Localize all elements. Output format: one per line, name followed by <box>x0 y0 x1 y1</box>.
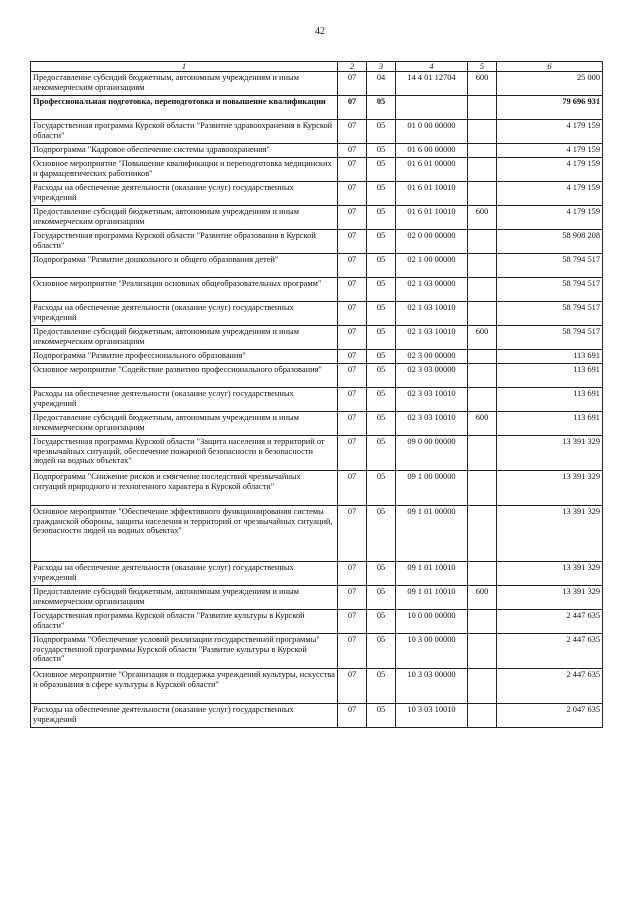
row-target-article-cell: 02 3 03 00000 <box>396 364 468 388</box>
row-target-article-cell: 01 6 01 10010 <box>396 206 468 230</box>
row-subsection-cell: 05 <box>367 158 396 182</box>
table-row <box>31 302 603 326</box>
row-amount-cell: 79 696 931 <box>497 96 603 120</box>
row-target-article-cell: 09 1 01 10010 <box>396 586 468 610</box>
row-section-cell: 07 <box>338 326 367 350</box>
row-name-cell: Государственная программа Курской области "Развитие здравоохранения в Курской области" <box>31 120 338 144</box>
row-target-article-cell: 02 1 03 10010 <box>396 302 468 326</box>
row-subsection-cell: 05 <box>367 206 396 230</box>
row-amount-cell: 2 447 635 <box>497 610 603 634</box>
row-expense-type-cell <box>468 364 497 388</box>
row-expense-type-cell <box>468 506 497 562</box>
row-expense-type-cell <box>468 96 497 120</box>
row-section-cell: 07 <box>338 278 367 302</box>
row-expense-type-cell: 600 <box>468 412 497 436</box>
row-target-article-cell: 09 1 01 00000 <box>396 506 468 562</box>
row-name-cell: Предоставление субсидий бюджетным, автономным учреждениям и иным некоммерческим организациям <box>31 206 338 230</box>
row-amount-cell: 4 179 159 <box>497 158 603 182</box>
row-expense-type-cell <box>468 254 497 278</box>
row-target-article-cell: 01 6 01 00000 <box>396 158 468 182</box>
table-row <box>31 206 603 230</box>
row-section-cell: 07 <box>338 302 367 326</box>
row-name-cell: Профессиональная подготовка, переподготовка и повышение квалификации <box>31 96 338 120</box>
row-amount-cell: 113 691 <box>497 364 603 388</box>
row-name-cell: Предоставление субсидий бюджетным, автономным учреждениям и иным некоммерческим организациям <box>31 586 338 610</box>
row-name-cell: Основное мероприятие "Организация и поддержка учреждений культуры, искусства и образования в сфере культуры в Курской области" <box>31 669 338 704</box>
row-target-article-cell: 14 4 01 12704 <box>396 72 468 96</box>
table-row <box>31 350 603 364</box>
row-amount-cell: 2 447 635 <box>497 634 603 669</box>
table-row <box>31 364 603 388</box>
row-expense-type-cell <box>468 471 497 506</box>
row-section-cell: 07 <box>338 388 367 412</box>
row-subsection-cell: 05 <box>367 562 396 586</box>
row-expense-type-cell: 600 <box>468 72 497 96</box>
row-name-cell: Предоставление субсидий бюджетным, автономным учреждениям и иным некоммерческим организациям <box>31 72 338 96</box>
row-name-cell: Государственная программа Курской области "Развитие культуры в Курской области" <box>31 610 338 634</box>
row-name-cell: Основное мероприятие "Реализация основных общеобразовательных программ" <box>31 278 338 302</box>
row-subsection-cell: 05 <box>367 144 396 158</box>
row-subsection-cell: 05 <box>367 506 396 562</box>
row-section-cell: 07 <box>338 471 367 506</box>
row-section-cell: 07 <box>338 72 367 96</box>
row-amount-cell: 58 794 517 <box>497 302 603 326</box>
row-subsection-cell: 05 <box>367 364 396 388</box>
table-row <box>31 669 603 704</box>
table-row <box>31 471 603 506</box>
table-row <box>31 634 603 669</box>
row-expense-type-cell: 600 <box>468 326 497 350</box>
row-section-cell: 07 <box>338 634 367 669</box>
row-subsection-cell: 05 <box>367 182 396 206</box>
row-amount-cell: 58 794 517 <box>497 326 603 350</box>
row-name-cell: Расходы на обеспечение деятельности (оказание услуг) государственных учреждений <box>31 388 338 412</box>
row-amount-cell: 4 179 159 <box>497 182 603 206</box>
table-row <box>31 326 603 350</box>
row-target-article-cell: 09 0 00 00000 <box>396 436 468 471</box>
row-amount-cell: 4 179 159 <box>497 120 603 144</box>
row-subsection-cell: 05 <box>367 326 396 350</box>
row-subsection-cell: 05 <box>367 302 396 326</box>
table-header-row <box>31 62 603 72</box>
row-section-cell: 07 <box>338 412 367 436</box>
row-section-cell: 07 <box>338 96 367 120</box>
row-expense-type-cell <box>468 634 497 669</box>
row-target-article-cell: 09 1 01 10010 <box>396 562 468 586</box>
table-row <box>31 562 603 586</box>
row-subsection-cell: 05 <box>367 610 396 634</box>
row-name-cell: Подпрограмма "Кадровое обеспечение системы здравоохранения" <box>31 144 338 158</box>
table-row <box>31 144 603 158</box>
page-number: 42 <box>315 26 325 37</box>
row-section-cell: 07 <box>338 610 367 634</box>
row-subsection-cell: 05 <box>367 230 396 254</box>
row-target-article-cell: 10 3 03 10010 <box>396 704 468 728</box>
table-row <box>31 278 603 302</box>
row-amount-cell: 13 391 329 <box>497 506 603 562</box>
row-amount-cell: 113 691 <box>497 412 603 436</box>
column-header: 3 <box>367 62 396 72</box>
row-target-article-cell: 02 3 03 10010 <box>396 412 468 436</box>
table-row <box>31 388 603 412</box>
row-expense-type-cell <box>468 144 497 158</box>
row-section-cell: 07 <box>338 206 367 230</box>
row-subsection-cell: 05 <box>367 634 396 669</box>
row-amount-cell: 13 391 329 <box>497 471 603 506</box>
row-name-cell: Предоставление субсидий бюджетным, автономным учреждениям и иным некоммерческим организациям <box>31 326 338 350</box>
column-header: 5 <box>468 62 497 72</box>
table-row <box>31 412 603 436</box>
row-expense-type-cell <box>468 562 497 586</box>
row-subsection-cell: 05 <box>367 96 396 120</box>
table-row <box>31 436 603 471</box>
row-amount-cell: 113 691 <box>497 350 603 364</box>
row-target-article-cell: 02 3 03 10010 <box>396 388 468 412</box>
row-target-article-cell: 01 6 01 10010 <box>396 182 468 206</box>
row-subsection-cell: 05 <box>367 350 396 364</box>
row-subsection-cell: 05 <box>367 436 396 471</box>
row-section-cell: 07 <box>338 704 367 728</box>
column-header: 2 <box>338 62 367 72</box>
row-target-article-cell: 02 3 00 00000 <box>396 350 468 364</box>
row-target-article-cell: 01 6 00 00000 <box>396 144 468 158</box>
table-row <box>31 586 603 610</box>
row-name-cell: Расходы на обеспечение деятельности (оказание услуг) государственных учреждений <box>31 302 338 326</box>
row-section-cell: 07 <box>338 158 367 182</box>
row-section-cell: 07 <box>338 586 367 610</box>
row-subsection-cell: 05 <box>367 120 396 144</box>
row-subsection-cell: 05 <box>367 669 396 704</box>
row-expense-type-cell <box>468 278 497 302</box>
column-header: 4 <box>396 62 468 72</box>
row-subsection-cell: 05 <box>367 471 396 506</box>
row-name-cell: Государственная программа Курской области "Развитие образования в Курской области" <box>31 230 338 254</box>
row-section-cell: 07 <box>338 254 367 278</box>
row-expense-type-cell <box>468 704 497 728</box>
row-expense-type-cell <box>468 120 497 144</box>
row-name-cell: Государственная программа Курской области "Защита населения и территорий от чрезвычайных ситуаций, обеспечение пожарной безопасности и безопасности людей на водных объектах" <box>31 436 338 471</box>
row-section-cell: 07 <box>338 144 367 158</box>
row-subsection-cell: 04 <box>367 72 396 96</box>
table-row <box>31 72 603 96</box>
row-amount-cell: 58 908 208 <box>497 230 603 254</box>
row-expense-type-cell <box>468 436 497 471</box>
table-row <box>31 182 603 206</box>
row-expense-type-cell <box>468 610 497 634</box>
row-expense-type-cell: 600 <box>468 586 497 610</box>
row-name-cell: Основное мероприятие "Содействие развитию профессионального образования" <box>31 364 338 388</box>
table-row <box>31 704 603 728</box>
row-name-cell: Расходы на обеспечение деятельности (оказание услуг) государственных учреждений <box>31 704 338 728</box>
row-section-cell: 07 <box>338 350 367 364</box>
row-subsection-cell: 05 <box>367 254 396 278</box>
table-row <box>31 610 603 634</box>
table-row <box>31 506 603 562</box>
row-amount-cell: 58 794 517 <box>497 254 603 278</box>
row-amount-cell: 58 794 517 <box>497 278 603 302</box>
row-section-cell: 07 <box>338 364 367 388</box>
row-name-cell: Подпрограмма "Развитие профессионального образования" <box>31 350 338 364</box>
row-section-cell: 07 <box>338 436 367 471</box>
row-amount-cell: 13 391 329 <box>497 436 603 471</box>
row-expense-type-cell <box>468 388 497 412</box>
row-subsection-cell: 05 <box>367 704 396 728</box>
row-name-cell: Подпрограмма "Обеспечение условий реализации государственной программы" государственной программы Курской области "Развитие культуры в Курской области" <box>31 634 338 669</box>
row-subsection-cell: 05 <box>367 586 396 610</box>
row-target-article-cell: 10 3 00 00000 <box>396 634 468 669</box>
row-amount-cell: 4 179 159 <box>497 206 603 230</box>
row-name-cell: Предоставление субсидий бюджетным, автономным учреждениям и иным некоммерческим организациям <box>31 412 338 436</box>
row-name-cell: Подпрограмма "Снижение рисков и смягчение последствий чрезвычайных ситуаций природного и техногенного характера в Курской области" <box>31 471 338 506</box>
table-row <box>31 158 603 182</box>
row-section-cell: 07 <box>338 669 367 704</box>
row-subsection-cell: 05 <box>367 278 396 302</box>
column-header: 6 <box>497 62 603 72</box>
row-section-cell: 07 <box>338 506 367 562</box>
table-row <box>31 254 603 278</box>
budget-table <box>30 61 603 728</box>
row-section-cell: 07 <box>338 230 367 254</box>
row-amount-cell: 113 691 <box>497 388 603 412</box>
row-expense-type-cell <box>468 182 497 206</box>
row-target-article-cell: 10 3 03 00000 <box>396 669 468 704</box>
row-target-article-cell: 02 1 00 00000 <box>396 254 468 278</box>
table-row <box>31 230 603 254</box>
row-name-cell: Основное мероприятие "Повышение квалификации и переподготовка медицинских и фармацевтических работников" <box>31 158 338 182</box>
row-name-cell: Подпрограмма "Развитие дошкольного и общего образования детей" <box>31 254 338 278</box>
row-expense-type-cell <box>468 230 497 254</box>
row-expense-type-cell <box>468 158 497 182</box>
row-name-cell: Расходы на обеспечение деятельности (оказание услуг) государственных учреждений <box>31 182 338 206</box>
row-amount-cell: 4 179 159 <box>497 144 603 158</box>
row-subsection-cell: 05 <box>367 412 396 436</box>
row-section-cell: 07 <box>338 120 367 144</box>
row-target-article-cell <box>396 96 468 120</box>
column-header: 1 <box>31 62 338 72</box>
row-target-article-cell: 02 1 03 00000 <box>396 278 468 302</box>
row-amount-cell: 2 047 635 <box>497 704 603 728</box>
row-target-article-cell: 09 1 00 00000 <box>396 471 468 506</box>
row-name-cell: Расходы на обеспечение деятельности (оказание услуг) государственных учреждений <box>31 562 338 586</box>
row-target-article-cell: 10 0 00 00000 <box>396 610 468 634</box>
row-target-article-cell: 01 0 00 00000 <box>396 120 468 144</box>
row-section-cell: 07 <box>338 562 367 586</box>
row-section-cell: 07 <box>338 182 367 206</box>
row-amount-cell: 13 391 329 <box>497 562 603 586</box>
row-expense-type-cell <box>468 302 497 326</box>
row-amount-cell: 25 000 <box>497 72 603 96</box>
row-expense-type-cell <box>468 669 497 704</box>
table-row <box>31 96 603 120</box>
row-expense-type-cell <box>468 350 497 364</box>
table-row <box>31 120 603 144</box>
row-expense-type-cell: 600 <box>468 206 497 230</box>
row-amount-cell: 13 391 329 <box>497 586 603 610</box>
row-target-article-cell: 02 0 00 00000 <box>396 230 468 254</box>
row-amount-cell: 2 447 635 <box>497 669 603 704</box>
row-subsection-cell: 05 <box>367 388 396 412</box>
row-name-cell: Основное мероприятие "Обеспечение эффективного функционирования системы гражданской обороны, защиты населения и территорий от чрезвычайных ситуаций, безопасности людей на водных объектах" <box>31 506 338 562</box>
row-target-article-cell: 02 1 03 10010 <box>396 326 468 350</box>
